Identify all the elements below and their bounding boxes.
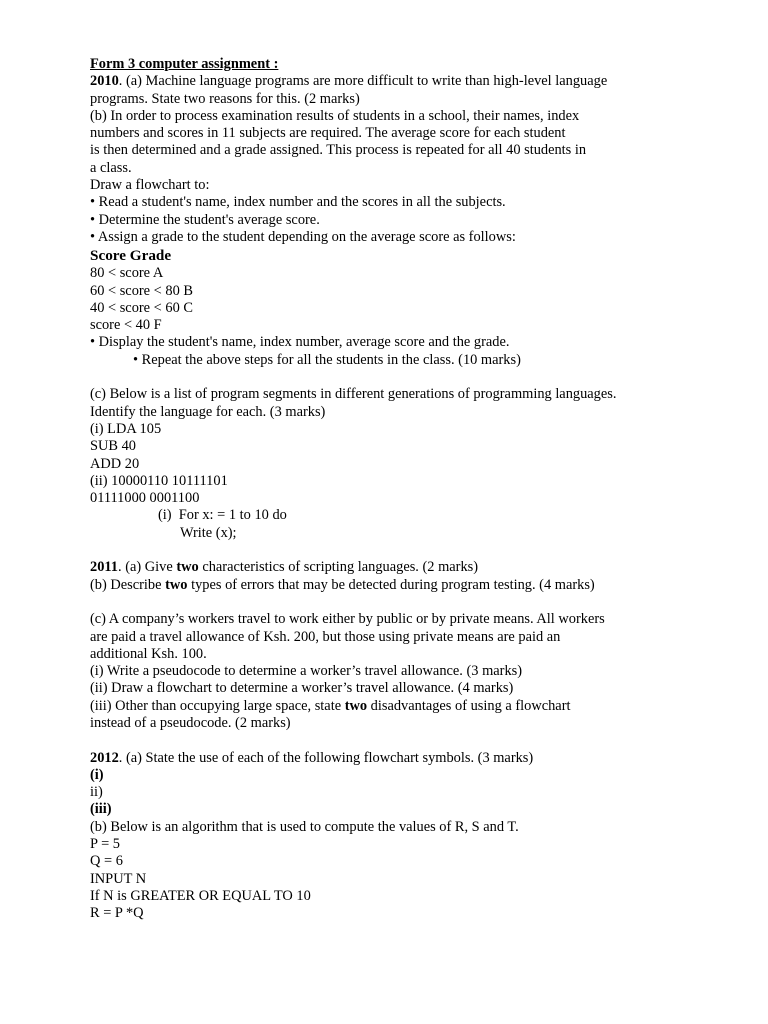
emphasis-two: two [165, 576, 188, 593]
code-line: Write (x); [180, 524, 237, 541]
algorithm-line: INPUT N [90, 870, 147, 887]
paragraph-gap [90, 369, 688, 386]
q2011-b-text: (b) Describe [90, 576, 166, 593]
year-2011: 2011 [90, 559, 118, 576]
q2010-b-line: a class. [90, 159, 132, 176]
q2011-ciii-text: (iii) Other than occupying large space, state [90, 697, 345, 714]
q2011-ci-line: (i) Write a pseudocode to determine a worker’s travel allowance. (3 marks) [90, 663, 523, 680]
code-line: 01111000 0001100 [90, 490, 200, 507]
q2010-b-line: numbers and scores in 11 subjects are required. The average score for each student [90, 125, 566, 142]
q2011-b-text: types of errors that may be detected during program testing. (4 marks) [187, 576, 595, 593]
paragraph-gap [90, 732, 688, 749]
grade-row: 80 < score A [90, 265, 164, 282]
paragraph-gap [90, 594, 688, 611]
q2010-b-line: (b) In order to process examination results of students in a school, their names, index [90, 107, 580, 124]
code-line: (i) LDA 105 [90, 420, 162, 437]
q2011-ciii-text: disadvantages of using a flowchart [367, 697, 571, 714]
code-line: SUB 40 [90, 438, 136, 455]
algorithm-line: If N is GREATER OR EQUAL TO 10 [90, 887, 311, 904]
q2011-a-text: characteristics of scripting languages. (2 marks) [198, 559, 479, 576]
assignment-title: Form 3 computer assignment : [90, 56, 279, 72]
symbol-label-ii: ii) [90, 784, 103, 801]
bullet-item: • Assign a grade to the student depending on the average score as follows: [90, 228, 516, 245]
score-grade-header: Score Grade [90, 247, 172, 265]
bullet-item: • Repeat the above steps for all the students in the class. (10 marks) [133, 351, 521, 368]
year-2012: 2012 [90, 749, 119, 766]
q2011-cii-line: (ii) Draw a flowchart to determine a worker’s travel allowance. (4 marks) [90, 680, 514, 697]
q2011-a-line [90, 559, 688, 576]
code-line: ADD 20 [90, 455, 140, 472]
bullet-item: • Read a student's name, index number and the scores in all the subjects. [90, 194, 506, 211]
q2012-a-line [90, 750, 688, 767]
q2011-a-text: . (a) Give [118, 559, 177, 576]
algorithm-line: Q = 6 [90, 853, 123, 870]
q2011-ciii-line [90, 698, 688, 715]
algorithm-line: P = 5 [90, 836, 120, 853]
q2010-b-line: is then determined and a grade assigned. This process is repeated for all 40 students in [90, 142, 587, 159]
paragraph-gap [90, 542, 688, 559]
symbol-label-iii: (iii) [90, 801, 112, 818]
q2012-a-text: . (a) State the use of each of the following flowchart symbols. (3 marks) [118, 749, 534, 766]
q2010-a-line2: programs. State two reasons for this. (2 marks) [90, 90, 360, 107]
code-line: (i) For x: = 1 to 10 do [158, 507, 287, 524]
q2010-c-line: Identify the language for each. (3 marks) [90, 403, 326, 420]
algorithm-line: R = P *Q [90, 905, 144, 922]
bullet-item: • Display the student's name, index number, average score and the grade. [90, 334, 510, 351]
q2011-ciii-line2: instead of a pseudocode. (2 marks) [90, 714, 291, 731]
q2010-a-text: . (a) Machine language programs are more difficult to write than high-level language [118, 73, 608, 90]
code-line: (ii) 10000110 10111101 [90, 472, 228, 489]
q2010-a-line1 [90, 73, 688, 90]
grade-row: score < 40 F [90, 317, 162, 334]
q2012-b-line: (b) Below is an algorithm that is used to compute the values of R, S and T. [90, 818, 519, 835]
q2011-c-line: additional Ksh. 100. [90, 645, 207, 662]
q2011-b-line [90, 577, 688, 594]
bullet-item: • Determine the student's average score. [90, 211, 320, 228]
q2010-c-line: (c) Below is a list of program segments in different generations of programming languages. [90, 386, 617, 403]
q2011-c-line: are paid a travel allowance of Ksh. 200, but those using private means are paid an [90, 628, 561, 645]
emphasis-two: two [344, 697, 368, 714]
q2011-c-line: (c) A company’s workers travel to work either by public or by private means. All workers [90, 611, 605, 628]
grade-row: 40 < score < 60 C [90, 299, 193, 316]
grade-row: 60 < score < 80 B [90, 282, 193, 299]
emphasis-two: two [176, 559, 199, 576]
q2010-draw-instruction: Draw a flowchart to: [90, 177, 210, 194]
year-2010: 2010 [90, 73, 119, 90]
symbol-label-i: (i) [90, 766, 104, 783]
